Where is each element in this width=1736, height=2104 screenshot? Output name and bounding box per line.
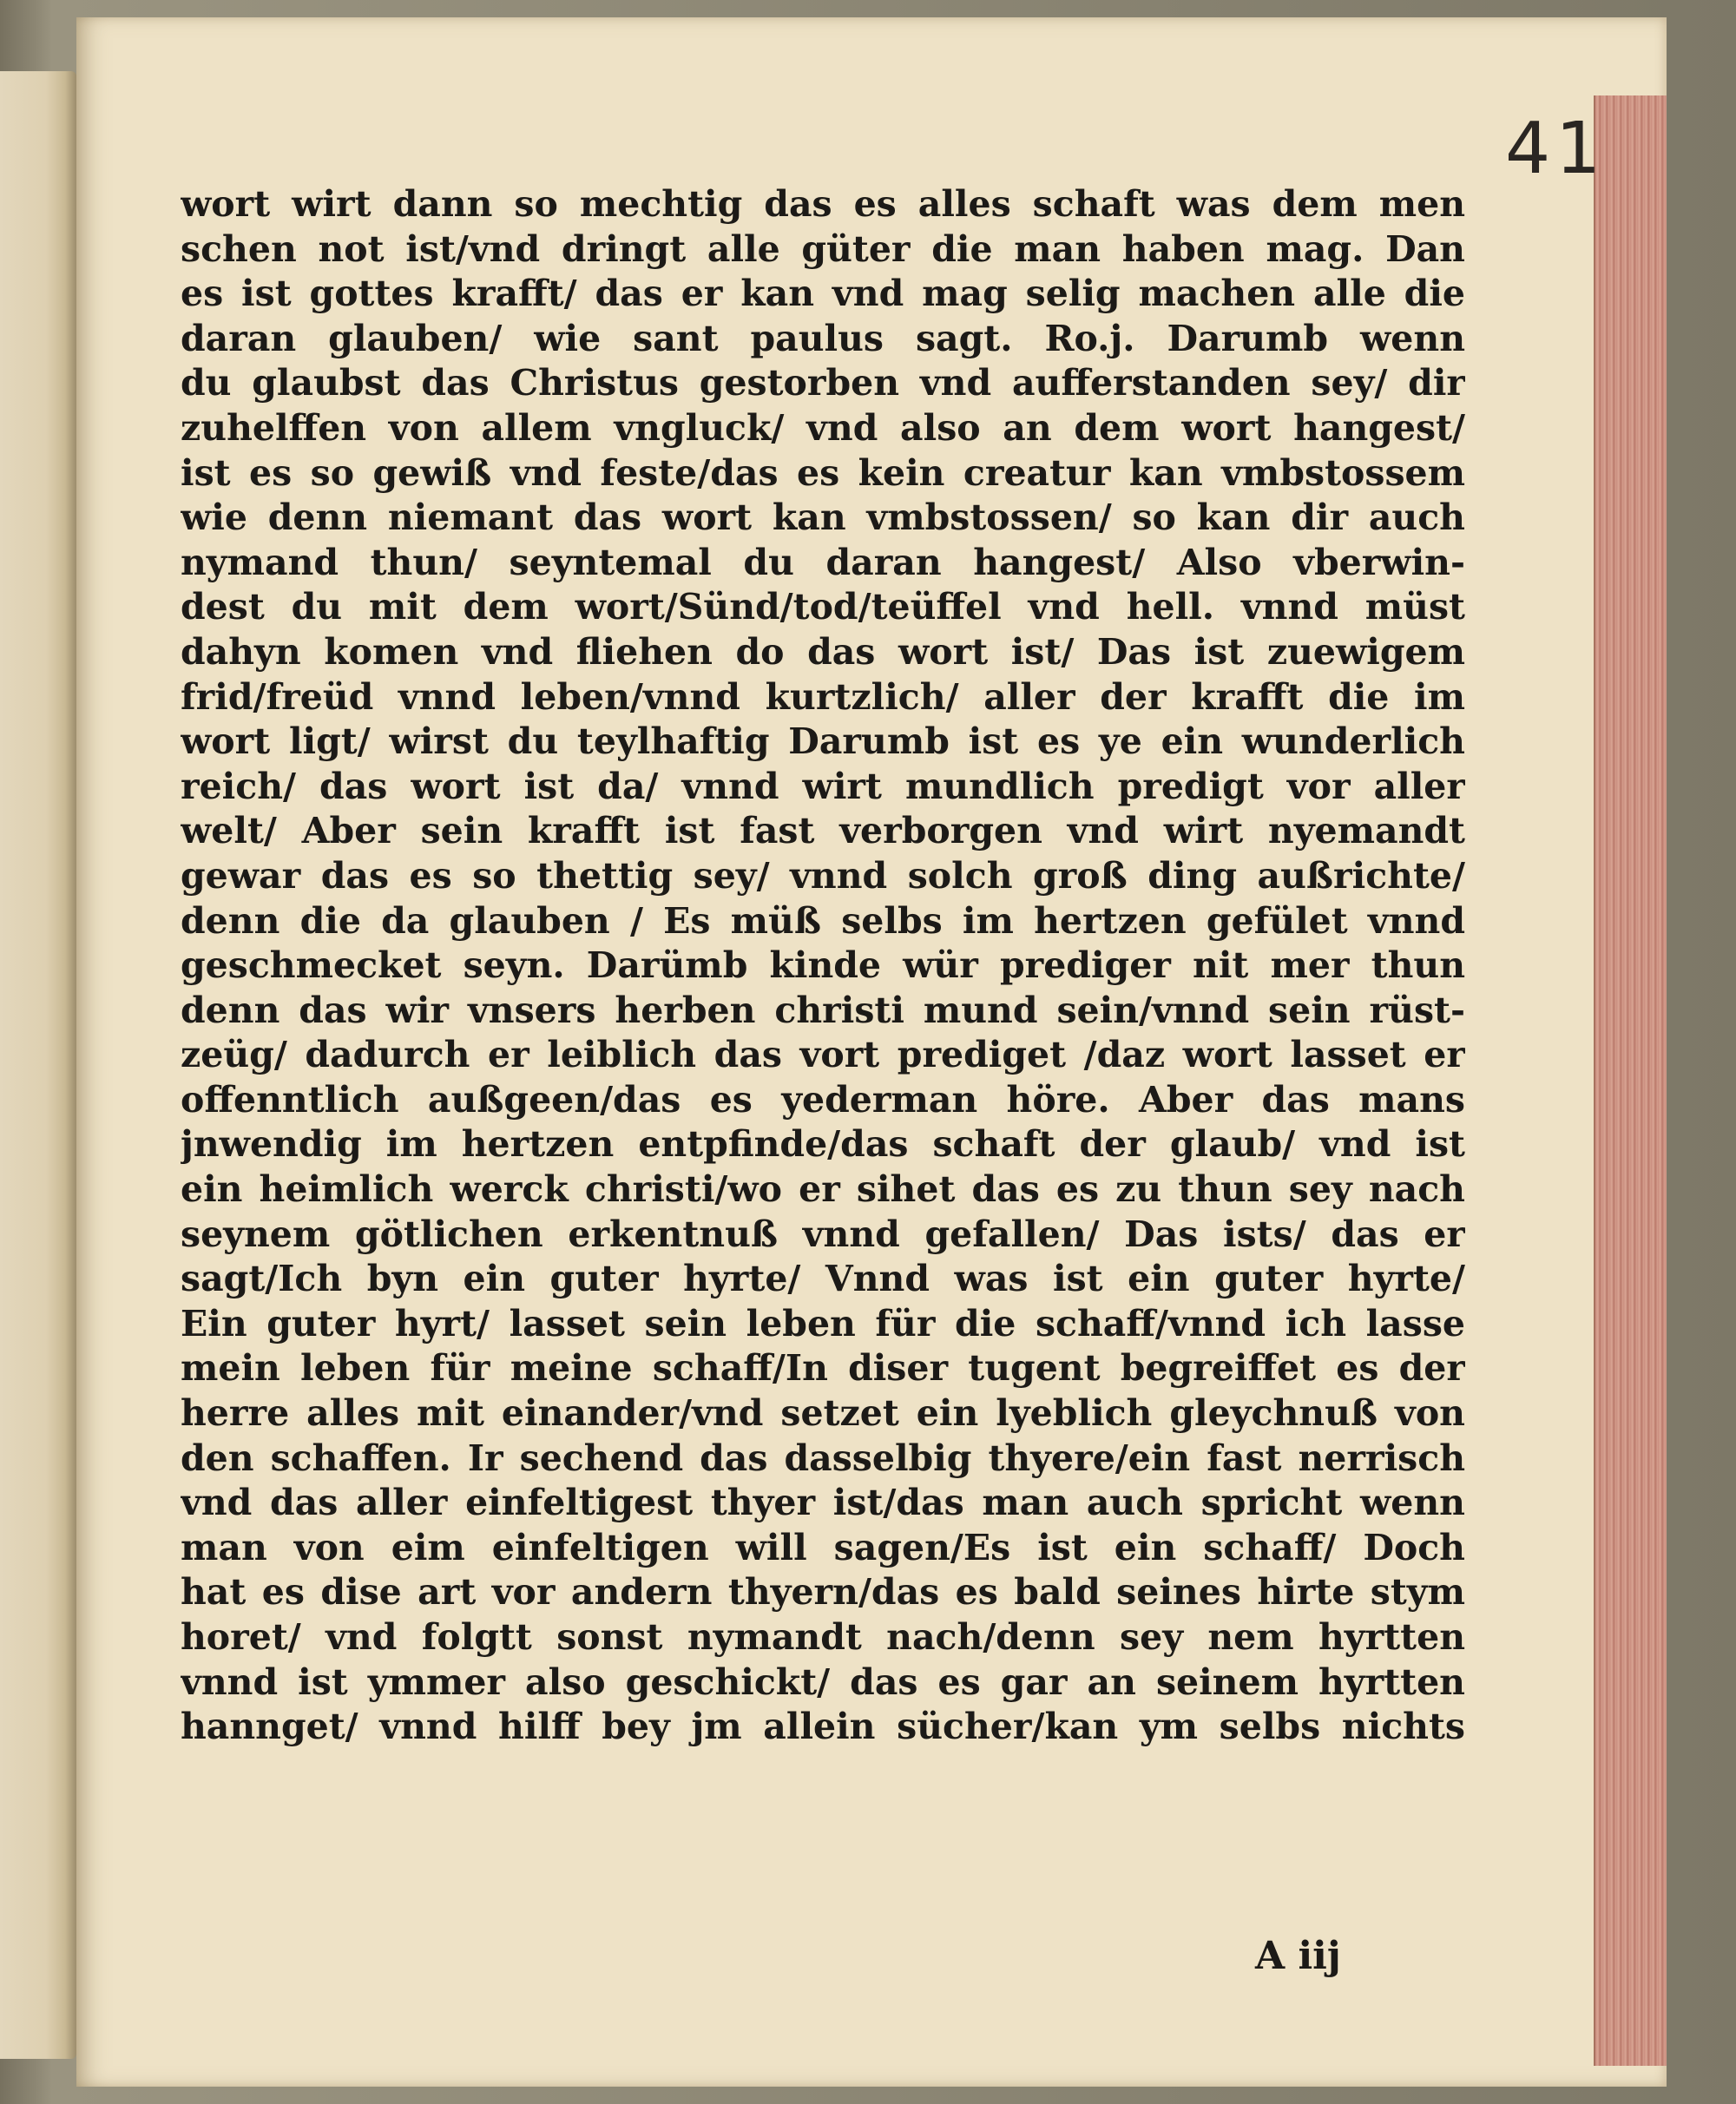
folio-number: 41 (1505, 108, 1607, 190)
text-line: frid/freüd vnnd leben/vnnd kurtzlich/ aller der krafft die im (181, 675, 1465, 718)
text-line: zeüg/ dadurch er leiblich das vort prediget /daz wort lasset er (181, 1034, 1465, 1076)
text-line: mein leben für meine schaff/In diser tugent begreiffet es der (181, 1347, 1465, 1390)
text-line: Ein guter hyrt/ lasset sein leben für die schaff/vnnd ich lasse (181, 1302, 1465, 1345)
text-line: ist es so gewiß vnd feste/das es kein creatur kan vmbstossem (181, 451, 1465, 494)
text-line: gewar das es so thettig sey/ vnnd solch groß ding außrichte/ (181, 854, 1465, 897)
text-line: jnwendig im hertzen entpfinde/das schaft der glaub/ vnd ist (181, 1123, 1465, 1166)
text-line: offenntlich außgeen/das es yederman höre. Aber das mans (181, 1078, 1465, 1121)
text-line: sagt/Ich byn ein guter hyrte/ Vnnd was ist ein guter hyrte/ (181, 1258, 1465, 1300)
book-page (76, 17, 1667, 2087)
text-line: man von eim einfeltigen will sagen/Es ist ein schaff/ Doch (181, 1526, 1465, 1568)
text-line: du glaubst das Christus gestorben vnd aufferstanden sey/ dir (181, 362, 1465, 404)
text-line: den schaffen. Ir sechend das dasselbig thyere/ein fast nerrisch (181, 1437, 1465, 1479)
text-line: vnd das aller einfeltigest thyer ist/das man auch spricht wenn (181, 1482, 1465, 1524)
text-line: ein heimlich werck christi/wo er sihet das es zu thun sey nach (181, 1168, 1465, 1211)
text-line: geschmecket seyn. Darümb kinde wür prediger nit mer thun (181, 944, 1465, 987)
text-line: dahyn komen vnd fliehen do das wort ist/ Das ist zuewigem (181, 630, 1465, 673)
signature-mark: A iij (1255, 1934, 1341, 1978)
text-line: wort ligt/ wirst du teylhaftig Darumb ist es ye ein wunderlich (181, 720, 1465, 763)
body-text (181, 182, 1465, 1750)
text-line: nymand thun/ seyntemal du daran hangest/ Also vberwin- (181, 541, 1465, 583)
text-line: daran glauben/ wie sant paulus sagt. Ro.j. Darumb wenn (181, 317, 1465, 359)
text-line: seynem götlichen erkentnuß vnnd gefallen/ Das ists/ das er (181, 1213, 1465, 1255)
text-line: wie denn niemant das wort kan vmbstossen/ so kan dir auch (181, 496, 1465, 539)
text-line: reich/ das wort ist da/ vnnd wirt mundlich predigt vor aller (181, 765, 1465, 807)
page-stack-edge (1594, 95, 1667, 2066)
text-line: dest du mit dem wort/Sünd/tod/teüffel vnd hell. vnnd müst (181, 586, 1465, 628)
text-line: hat es dise art vor andern thyern/das es bald seines hirte stym (181, 1571, 1465, 1614)
text-line: welt/ Aber sein krafft ist fast verborgen vnd wirt nyemandt (181, 810, 1465, 852)
text-line: denn das wir vnsers herben christi mund sein/vnnd sein rüst- (181, 989, 1465, 1031)
text-line: schen not ist/vnd dringt alle güter die man haben mag. Dan (181, 227, 1465, 270)
text-line: vnnd ist ymmer also geschickt/ das es gar an seinem hyrtten (181, 1660, 1465, 1703)
text-line: horet/ vnd folgtt sonst nymandt nach/denn sey nem hyrtten (181, 1616, 1465, 1658)
text-line: denn die da glauben / Es müß selbs im hertzen gefület vnnd (181, 899, 1465, 942)
text-line: zuhelffen von allem vngluck/ vnd also an dem wort hangest/ (181, 406, 1465, 449)
text-line: es ist gottes krafft/ das er kan vnd mag selig machen alle die (181, 273, 1465, 315)
text-line: herre alles mit einander/vnd setzet ein lyeblich gleychnuß von (181, 1392, 1465, 1435)
text-line: wort wirt dann so mechtig das es alles schaft was dem men (181, 183, 1465, 225)
left-page-edge (0, 71, 76, 2059)
text-line: hannget/ vnnd hilff bey jm allein sücher/kan ym selbs nichts (181, 1706, 1465, 1748)
